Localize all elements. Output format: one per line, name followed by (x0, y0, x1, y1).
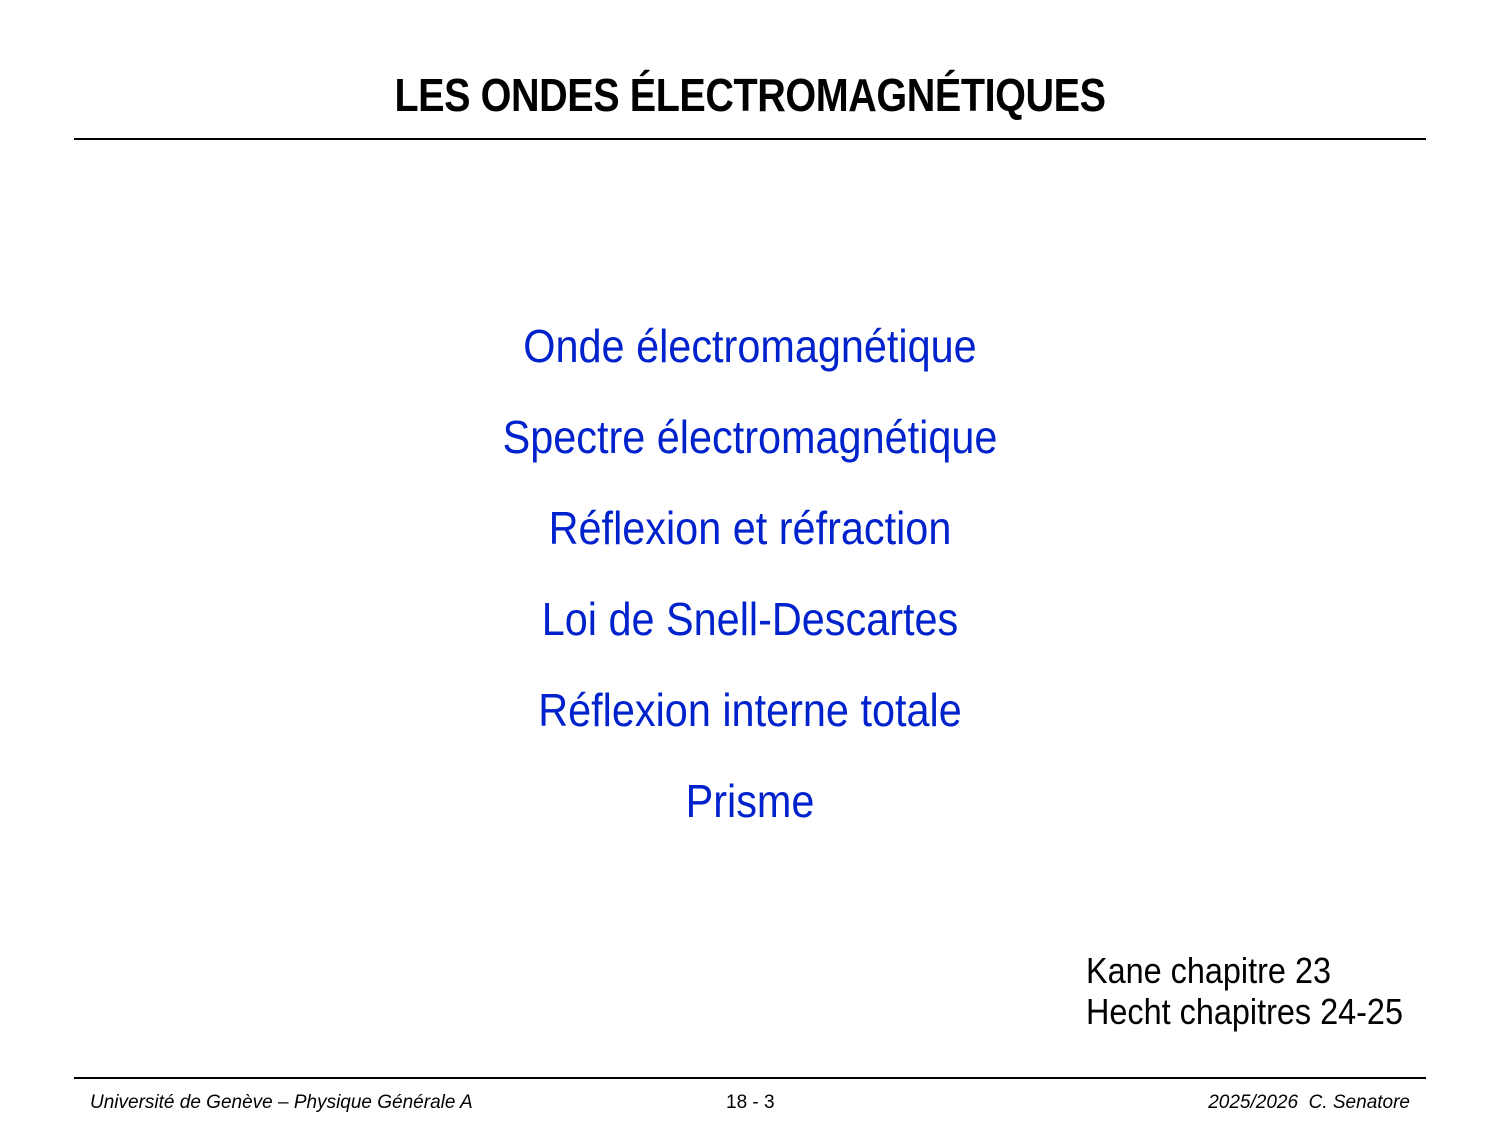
footer-institution: Université de Genève – Physique Générale A (90, 1092, 473, 1113)
title-divider (74, 138, 1426, 140)
footer-author: 2025/2026 C. Senatore (1208, 1092, 1410, 1113)
reference-item: Kane chapitre 23 (1086, 950, 1331, 991)
page-number: 18 - 3 (726, 1092, 775, 1113)
slide-title: LES ONDES ÉLECTROMAGNÉTIQUES (394, 69, 1106, 121)
reference-item: Hecht chapitres 24-25 (1086, 991, 1403, 1032)
topic-item: Prisme (685, 775, 815, 827)
topic-item: Réflexion interne totale (538, 684, 962, 736)
references (1086, 950, 1403, 1032)
topic-list (0, 318, 1500, 864)
topic-item: Onde électromagnétique (523, 320, 977, 372)
topic-item: Spectre électromagnétique (502, 411, 998, 463)
footer-divider (74, 1077, 1426, 1079)
topic-item: Réflexion et réfraction (548, 502, 952, 554)
topic-item: Loi de Snell-Descartes (541, 593, 959, 645)
